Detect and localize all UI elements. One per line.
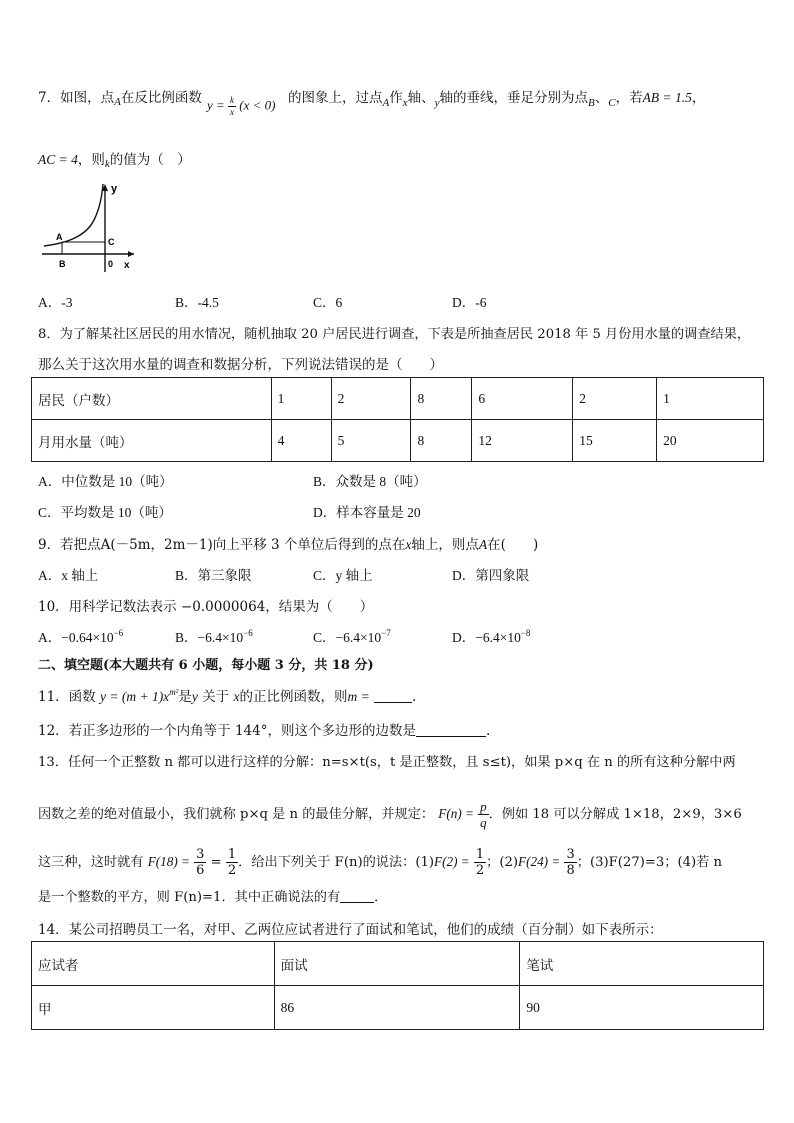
table-cell: 15 — [573, 420, 657, 462]
q9-option-a[interactable]: A．x 轴上 — [38, 568, 99, 583]
table-cell: 居民（户数） — [32, 378, 272, 420]
q10-option-a[interactable]: A．$-0.64\times 10^{-6}$ — [38, 628, 124, 645]
table-cell: 2 — [573, 378, 657, 420]
x-axis-arrow-icon — [128, 251, 134, 257]
q7-point-a: A — [114, 96, 121, 108]
q8-line2: 那么关于这次用水量的调查和数据分析，下列说法错误的是（ ） — [38, 357, 443, 373]
q10-option-d[interactable]: D．$-6.4\times 10^{-8}$ — [452, 628, 531, 645]
q7-line1-cont: 的图象上，过点$_A$作$_x$轴、$_y$轴的垂线，垂足分别为点$_B$、$_C$，若AB = 1.5， — [288, 90, 706, 109]
q13-line3: 这三种，这时就有 F(18) = $\frac{3}{6}$ = $\frac{1}{2}$ ．给出下列关于 F(n)的说法：(1)F(2) = $\frac{1}{2}$ ；(2)F(24) = $\frac{3}{8}$ ；(3)F(27)=3；(4)若 n — [38, 847, 723, 878]
q7-line1 — [38, 86, 202, 108]
table-cell: 2 — [331, 378, 411, 420]
q10-option-c[interactable]: C．$-6.4\times 10^{-7}$ — [313, 628, 391, 645]
q14-line: 14．某公司招聘员工一名，对甲、乙两位应试者进行了面试和笔试，他们的成绩（百分制）如下表所示： — [38, 922, 663, 938]
table-cell: 6 — [472, 378, 573, 420]
q9-line: 9．若把点A(－5m，2m－1)向上平移 3 个单位后得到的点在x轴上，则点A在( ) — [38, 537, 539, 553]
q7-text: 在反比例函数 — [120, 90, 202, 106]
hyperbola-curve — [44, 184, 103, 246]
q8-option-a[interactable]: A．中位数是 10（吨） — [38, 474, 173, 489]
table-row — [32, 378, 764, 420]
q7-function: y = $\frac{k}{x}$ (x < 0) — [207, 95, 276, 117]
label-y: y — [111, 183, 118, 195]
table-header: 笔试 — [520, 942, 764, 986]
table-cell: 1 — [271, 378, 331, 420]
label-origin: 0 — [108, 259, 114, 269]
q7-option-d[interactable]: D．-6 — [452, 295, 487, 310]
label-x: x — [124, 260, 130, 271]
table-cell: 8 — [411, 420, 472, 462]
q9-option-b[interactable]: B．第三象限 — [175, 568, 252, 583]
table-cell: 86 — [274, 986, 520, 1030]
table-cell: 90 — [520, 986, 764, 1030]
q13-line2: 因数之差的绝对值最小，我们就称 p×q 是 n 的最佳分解，并规定： F(n) = $\frac{p}{q}$ ．例如 18 可以分解成 1×18，2×9，3×6 — [38, 799, 742, 830]
q14-table — [31, 941, 764, 1030]
label-a: A — [56, 232, 63, 242]
answer-blank[interactable] — [340, 890, 374, 903]
q7-text: 7．如图，点 — [38, 90, 115, 106]
label-b: B — [59, 259, 66, 269]
q12-line: 12．若正多边形的一个内角等于 144°，则这个多边形的边数是 . — [38, 723, 491, 739]
q9-option-d[interactable]: D．第四象限 — [452, 568, 530, 583]
q13-line4: 是一个整数的平方，则 F(n)=1．其中正确说法的有 ． — [38, 890, 388, 905]
table-header: 应试者 — [32, 942, 275, 986]
q8-option-c[interactable]: C．平均数是 10（吨） — [38, 505, 172, 520]
answer-blank[interactable] — [416, 724, 486, 737]
q7-option-c[interactable]: C．6 — [313, 295, 343, 310]
table-row — [32, 986, 764, 1030]
q7-option-a[interactable]: A．-3 — [38, 295, 73, 310]
answer-blank[interactable] — [374, 690, 412, 703]
q7-option-b[interactable]: B．-4.5 — [175, 295, 219, 310]
table-row — [32, 420, 764, 462]
table-cell: 5 — [331, 420, 411, 462]
table-cell: 4 — [271, 420, 331, 462]
table-header-row — [32, 942, 764, 986]
table-cell: 20 — [657, 420, 764, 462]
q9-option-c[interactable]: C．y 轴上 — [313, 568, 373, 583]
section-heading: 二、填空题(本大题共有 6 小题，每小题 3 分，共 18 分) — [38, 658, 374, 673]
q8-option-d[interactable]: D．样本容量是 20 — [313, 505, 421, 520]
q11-line: 11．函数 $y = (m + 1)x^{m^2}$是y 关于 x的正比例函数，则m = . — [38, 687, 417, 705]
table-header: 面试 — [274, 942, 520, 986]
table-cell: 12 — [472, 420, 573, 462]
q8-line1: 8．为了解某社区居民的用水情况，随机抽取 20 户居民进行调查，下表是所抽查居民 2018 年 5 月份用水量的调查结果， — [38, 327, 751, 342]
table-cell: 8 — [411, 378, 472, 420]
table-cell: 1 — [657, 378, 764, 420]
q13-line1: 13．任何一个正整数 n 都可以进行这样的分解：n=s×t(s，t 是正整数，且 s≤t)，如果 p×q 在 n 的所有这种分解中两 — [38, 755, 736, 770]
q10-option-b[interactable]: B．$-6.4\times 10^{-6}$ — [175, 628, 253, 645]
q8-option-b[interactable]: B．众数是 8（吨） — [313, 474, 427, 489]
q10-line: 10．用科学记数法表示 −0.0000064，结果为（ ） — [38, 599, 374, 615]
q7-graph — [38, 180, 138, 275]
label-c: C — [108, 237, 115, 247]
table-cell: 甲 — [32, 986, 275, 1030]
q8-table — [31, 377, 764, 462]
q7-line2: AC = 4，则$_k$的值为（ ） — [38, 152, 191, 170]
table-cell: 月用水量（吨） — [32, 420, 272, 462]
